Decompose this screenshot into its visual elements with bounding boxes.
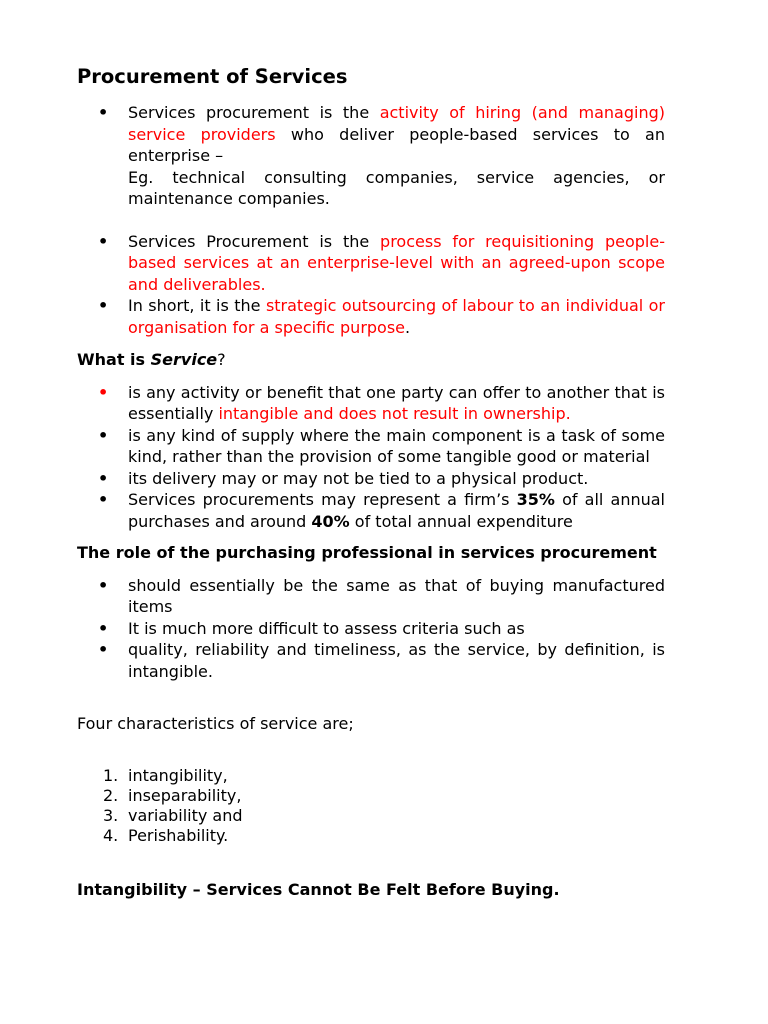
list-item: 4. Perishability. [103, 825, 229, 845]
highlighted-text: strategic outsourcing of labour to an individual or organisation for a specific purpose [128, 296, 666, 337]
page-title: Procurement of Services [77, 65, 348, 88]
list-item: • In short, it is the strategic outsourcing of labour to an individual or organisation for a specific purpose. [98, 296, 666, 337]
bullet-icon: • [98, 575, 109, 595]
bullet-icon: • [98, 468, 109, 488]
list-item: 3. variability and [103, 805, 243, 825]
bullet-icon: • [98, 103, 109, 122]
bullet-icon: • [98, 618, 109, 638]
list-item: 2. inseparability, [103, 785, 242, 805]
list-item: • Services Procurement is the process for requisitioning people-based services at an enterprise-level with an agreed-upon scope and deliverables. [98, 231, 665, 294]
bullet-icon: • [98, 640, 109, 659]
highlighted-text: activity of hiring (and managing) service providers [128, 103, 665, 144]
stat-value: 35% [516, 490, 555, 509]
list-number: 4. [103, 825, 119, 845]
list-item: • It is much more difficult to assess criteria such as [98, 618, 525, 638]
bullet-icon: • [98, 490, 109, 509]
list-number: 2. [103, 785, 119, 805]
list-item: • Services procurement is the activity of hiring (and managing) service providers who deliver people-based services to an enterprise – Eg. technical consulting companies, service agencies, or maintenance companies. [98, 103, 665, 208]
list-number: 3. [103, 805, 119, 825]
bullet-icon: • [98, 382, 109, 402]
list-item: 1. intangibility, [103, 765, 228, 785]
list-item: • Services procurements may represent a firm’s 35% of all annual purchases and around 40% of total annual expenditure [98, 490, 665, 531]
section-heading-what-is-service: What is Service? [77, 350, 226, 369]
intro-list [77, 102, 665, 210]
list-item: • quality, reliability and timeliness, as the service, by definition, is intangible. [98, 640, 665, 681]
service-definition-list [77, 382, 665, 533]
list-item: • should essentially be the same as that of buying manufactured items [98, 575, 665, 616]
intro-list-2 [77, 231, 665, 339]
highlighted-text: process for requisitioning people-based services at an enterprise-level with an agreed-upon scope and deliverables. [128, 231, 665, 294]
list-item: • is any kind of supply where the main component is a task of some kind, rather than the provision of some tangible good or material [98, 425, 665, 466]
list-number: 1. [103, 765, 119, 785]
section-heading-intangibility: Intangibility – Services Cannot Be Felt Before Buying. [77, 879, 560, 899]
list-item: • its delivery may or may not be tied to a physical product. [98, 468, 589, 488]
example-text: Eg. technical consulting companies, service agencies, or maintenance companies. [128, 167, 665, 208]
list-item: • is any activity or benefit that one party can offer to another that is essentially intangible and does not result in ownership. [98, 382, 665, 423]
bullet-icon: • [98, 296, 109, 315]
stat-value: 40% [311, 511, 350, 531]
role-list [77, 575, 665, 683]
highlighted-text: intangible and does not result in ownership. [218, 404, 571, 423]
characteristics-list [77, 766, 665, 846]
bullet-icon: • [98, 425, 109, 445]
bullet-icon: • [98, 231, 109, 251]
characteristics-intro: Four characteristics of service are; [77, 714, 354, 733]
document-content [77, 64, 665, 900]
section-heading-role: The role of the purchasing professional in services procurement [77, 543, 657, 562]
